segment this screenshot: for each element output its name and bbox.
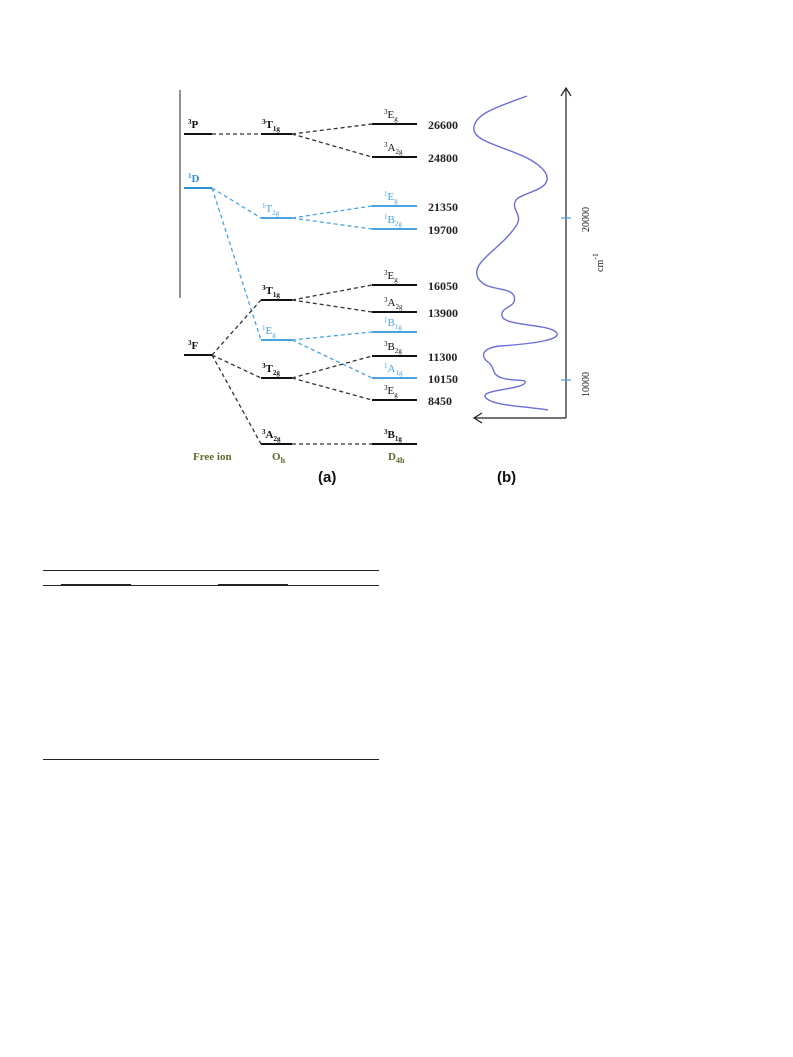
- label-free-1D: $^1$D: [188, 172, 200, 185]
- label-d4h-3B2g: $^3B_{2g}$: [384, 340, 402, 355]
- energy-level-figure: [0, 0, 793, 500]
- panel-a-label: (a): [318, 469, 337, 486]
- label-d4h-1Eg_b: $^1E_g$: [384, 190, 398, 205]
- panel-b-label: (b): [497, 469, 517, 486]
- label-d4h-3A2g_a: $^3A_{2g}$: [384, 141, 403, 156]
- label-free-3P: $^3$P: [188, 118, 199, 131]
- axis-unit-label: $cm^{-1}$: [591, 253, 606, 272]
- table-bottom-rule: [43, 759, 379, 760]
- correlation-line-3F-3T2g: [212, 355, 261, 378]
- correlation-line-1D-1T2g: [212, 188, 261, 218]
- energy-3Eg_a: 26600: [428, 118, 458, 132]
- correlation-line-3T2g-3Eg_d: [292, 378, 372, 400]
- tick-label-20000: 20000: [581, 207, 592, 232]
- label-d4h-1A1g: $^1A_{1g}$: [384, 362, 403, 377]
- correlation-line-3F-3A2g: [212, 355, 261, 444]
- caption-oh: $O_h$: [272, 451, 286, 465]
- energy-1B2g: 19700: [428, 223, 458, 237]
- empty-table: [0, 560, 793, 770]
- correlation-line-3F-3T1g: [212, 300, 261, 355]
- label-d4h-1B1g: $^1B_{1g}$: [384, 316, 402, 331]
- energy-3Eg_c: 16050: [428, 279, 458, 293]
- label-d4h-3Eg_a: $^3E_g$: [384, 108, 398, 123]
- correlation-line-3T1g-3Eg_c: [292, 285, 372, 300]
- caption-d4h: $D_{4h}$: [388, 451, 405, 465]
- correlation-line-1T2g-1Eg_b: [292, 206, 372, 218]
- correlation-line-3T1g-3A2g_c: [292, 300, 372, 312]
- table-column-group-rule-2: [218, 584, 288, 586]
- correlation-line-1Eg-1B1g: [292, 332, 372, 340]
- figure-canvas: [0, 0, 793, 500]
- label-d4h-3Eg_c: $^3E_g$: [384, 269, 398, 284]
- label-d4h-3Eg_d: $^3E_g$: [384, 384, 398, 399]
- label-d4h-1B2g: $^1B_{2g}$: [384, 213, 402, 228]
- table-column-group-rule-1: [61, 584, 131, 586]
- label-oh-1Eg: $^1E_g$: [262, 324, 276, 339]
- energy-3A2g_c: 13900: [428, 306, 458, 320]
- correlation-line-1D-1Eg: [212, 188, 261, 340]
- label-d4h-3A2g_c: $^3A_{2g}$: [384, 296, 403, 311]
- correlation-line-3T1g_top-3A2g_a: [292, 134, 372, 157]
- tick-label-10000: 10000: [581, 372, 592, 397]
- label-oh-3T1g_top: $^3T_{1g}$: [262, 118, 280, 133]
- correlation-line-1T2g-1B2g: [292, 218, 372, 229]
- label-free-3F: $^3$F: [188, 339, 199, 352]
- label-oh-3T1g: $^3T_{1g}$: [262, 284, 280, 299]
- energy-3Eg_d: 8450: [428, 394, 452, 408]
- absorption-spectrum-curve: [474, 96, 557, 410]
- energy-1Eg_b: 21350: [428, 200, 458, 214]
- caption-free-ion: Free ion: [193, 451, 232, 463]
- energy-1A1g: 10150: [428, 372, 458, 386]
- label-oh-1T2g: $^1T_{2g}$: [262, 202, 280, 217]
- term-labels: [188, 108, 458, 443]
- label-d4h-3B1g: $^3B_{1g}$: [384, 428, 402, 443]
- label-oh-3T2g: $^3T_{2g}$: [262, 362, 280, 377]
- energy-3B2g: 11300: [428, 350, 458, 364]
- label-oh-3A2g: $^3A_{2g}$: [262, 428, 281, 443]
- correlation-line-3T1g_top-3Eg_a: [292, 124, 372, 134]
- table-top-rule: [43, 570, 379, 571]
- energy-levels: [184, 124, 417, 444]
- correlation-lines: [212, 124, 372, 444]
- energy-3A2g_a: 24800: [428, 151, 458, 165]
